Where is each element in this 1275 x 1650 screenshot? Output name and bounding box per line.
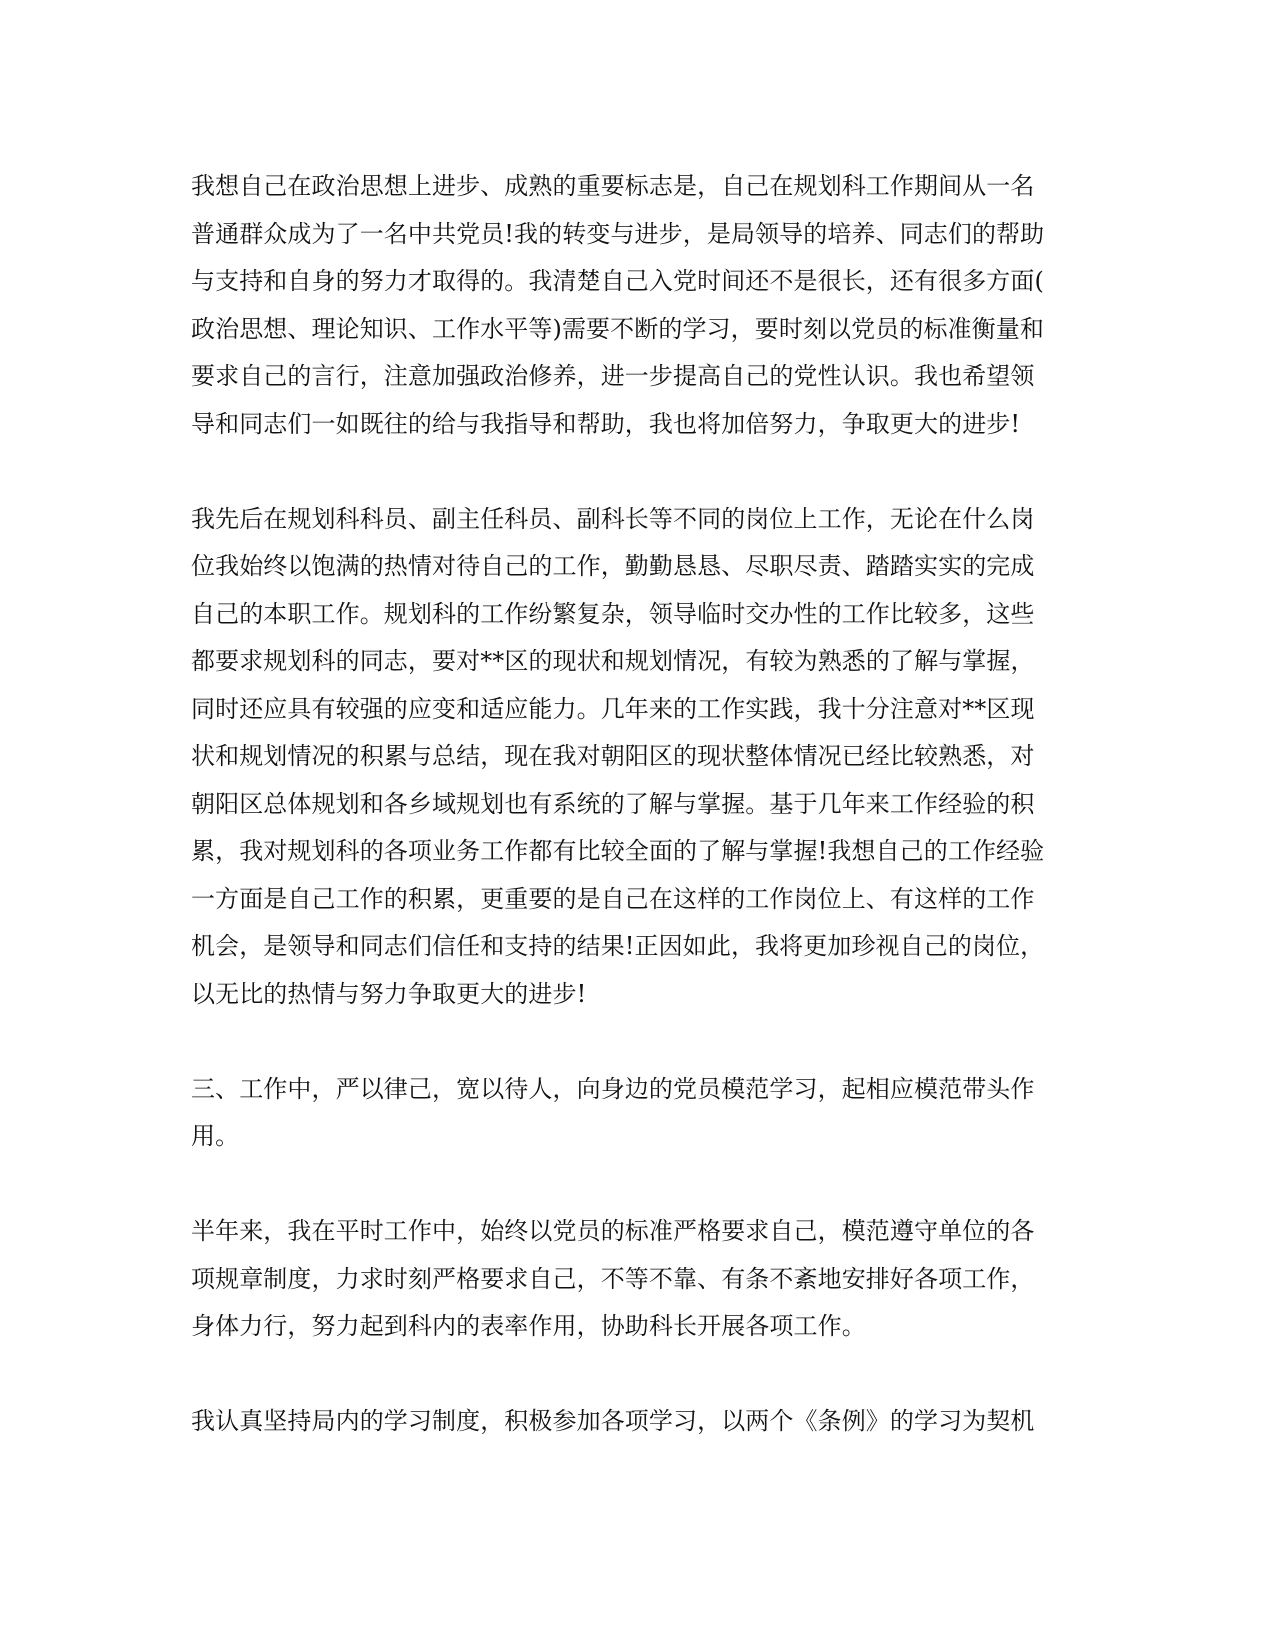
paragraph-2 <box>191 496 1071 1019</box>
text-line: 都要求规划科的同志，要对**区的现状和规划情况，有较为熟悉的了解与掌握， <box>191 647 1035 675</box>
paragraph-spacer <box>191 1018 1071 1066</box>
text-line: 同时还应具有较强的应变和适应能力。几年来的工作实践，我十分注意对**区现 <box>191 694 1035 723</box>
section-heading-3 <box>191 1066 1071 1161</box>
document-body <box>191 163 1071 1446</box>
paragraph-1 <box>191 163 1071 448</box>
paragraph-spacer <box>191 448 1071 496</box>
paragraph-spacer <box>191 1161 1071 1209</box>
text-line: 机会，是领导和同志们信任和支持的结果!正因如此，我将更加珍视自己的岗位， <box>191 932 1045 960</box>
text-line: 状和规划情况的积累与总结，现在我对朝阳区的现状整体情况已经比较熟悉，对 <box>191 742 1035 770</box>
text-line: 自己的本职工作。规划科的工作纷繁复杂，领导临时交办性的工作比较多，这些 <box>191 599 1035 628</box>
paragraph-4 <box>191 1208 1071 1351</box>
text-line: 累，我对规划科的各项业务工作都有比较全面的了解与掌握!我想自己的工作经验 <box>191 837 1045 865</box>
paragraph-spacer <box>191 1351 1071 1399</box>
text-line: 普通群众成为了一名中共党员!我的转变与进步，是局领导的培养、同志们的帮助 <box>191 219 1045 248</box>
text-line: 用。 <box>191 1122 240 1150</box>
text-line: 位我始终以饱满的热情对待自己的工作，勤勤恳恳、尽职尽责、踏踏实实的完成 <box>191 552 1035 580</box>
text-line: 我想自己在政治思想上进步、成熟的重要标志是，自己在规划科工作期间从一名 <box>191 172 1035 200</box>
text-line: 导和同志们一如既往的给与我指导和帮助，我也将加倍努力，争取更大的进步! <box>191 409 1021 438</box>
text-line: 政治思想、理论知识、工作水平等)需要不断的学习，要时刻以党员的标准衡量和 <box>191 314 1044 343</box>
text-line: 与支持和自身的努力才取得的。我清楚自己入党时间还不是很长，还有很多方面( <box>191 267 1044 295</box>
paragraph-5 <box>191 1398 1071 1446</box>
text-line: 我先后在规划科科员、副主任科员、副科长等不同的岗位上工作，无论在什么岗 <box>191 504 1035 533</box>
text-line: 要求自己的言行，注意加强政治修养，进一步提高自己的党性认识。我也希望领 <box>191 362 1035 390</box>
text-line: 以无比的热情与努力争取更大的进步! <box>191 979 587 1008</box>
text-line: 身体力行，努力起到科内的表率作用，协助科长开展各项工作。 <box>191 1312 866 1340</box>
text-line: 朝阳区总体规划和各乡域规划也有系统的了解与掌握。基于几年来工作经验的积 <box>191 789 1035 818</box>
text-line: 半年来，我在平时工作中，始终以党员的标准严格要求自己，模范遵守单位的各 <box>191 1217 1035 1245</box>
text-line: 三、工作中，严以律己，宽以待人，向身边的党员模范学习，起相应模范带头作 <box>191 1074 1035 1103</box>
text-line: 我认真坚持局内的学习制度，积极参加各项学习，以两个《条例》的学习为契机 <box>191 1407 1035 1435</box>
text-line: 一方面是自己工作的积累，更重要的是自己在这样的工作岗位上、有这样的工作 <box>191 884 1035 913</box>
text-line: 项规章制度，力求时刻严格要求自己，不等不靠、有条不紊地安排好各项工作， <box>191 1264 1035 1293</box>
